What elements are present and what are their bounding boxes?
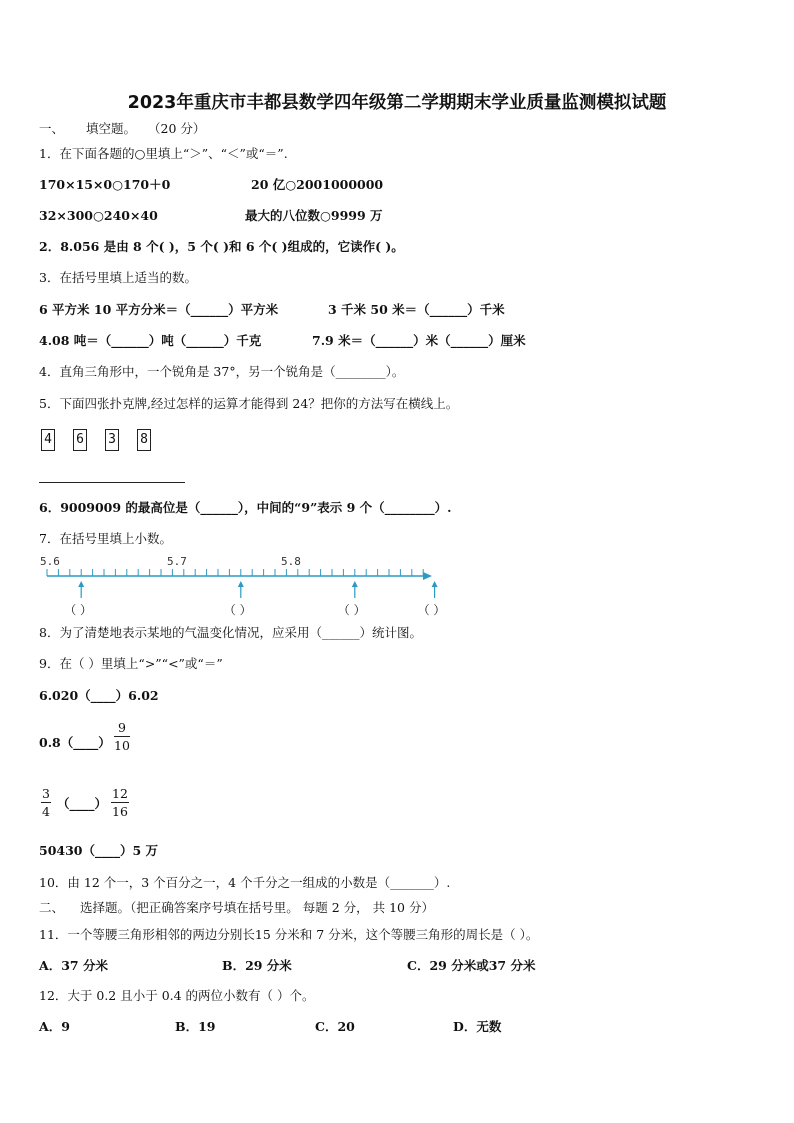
answer-blank: （ ） xyxy=(223,603,252,617)
poker-card: 8 xyxy=(137,429,151,451)
poker-card: 4 xyxy=(41,429,55,451)
fraction xyxy=(41,786,51,819)
section-2-number: 二、 xyxy=(39,900,65,915)
q9-item-c-middle: （____） xyxy=(57,796,108,811)
section-1-number: 一、 xyxy=(39,121,65,136)
up-arrowhead-icon xyxy=(78,581,84,587)
q12-option-b: B．19 xyxy=(175,1019,216,1034)
numerator: 9 xyxy=(118,720,126,735)
number-line-arrowhead xyxy=(423,572,432,580)
q1-item-b: 20 亿○2001000000 xyxy=(251,177,384,192)
section-2-header xyxy=(39,900,434,916)
q1-item-a: 170×15×0○170＋0 xyxy=(39,177,171,192)
q12-option-c: C．20 xyxy=(315,1019,355,1034)
q9-item-a: 6.020（____）6.02 xyxy=(39,688,159,703)
q2-text: 2．8.056 是由 8 个( )，5 个( )和 6 个( )组成的，它读作( )。 xyxy=(39,239,404,254)
q3-item-b: 3 千米 50 米＝（______）千米 xyxy=(328,302,505,317)
q9-item-d: 50430（____）5 万 xyxy=(39,843,159,858)
number-line xyxy=(40,553,446,625)
tick-label: 5.6 xyxy=(40,555,60,568)
answer-blank: （ ） xyxy=(417,603,446,617)
q1-prompt: 1．在下面各题的○里填上“＞”、“＜”或“＝”. xyxy=(39,146,288,161)
answer-blank: （ ） xyxy=(337,603,366,617)
q11-option-b: B．29 分米 xyxy=(222,958,292,973)
section-1-heading: 填空题。 xyxy=(86,121,137,136)
up-arrowhead-icon xyxy=(238,581,244,587)
denominator: 10 xyxy=(114,738,130,753)
q12-option-a: A．9 xyxy=(39,1019,70,1034)
poker-card: 3 xyxy=(105,429,119,451)
q3-prompt: 3．在括号里填上适当的数。 xyxy=(39,270,197,285)
section-2-heading: 选择题。（把正确答案序号填在括号里。 每题 2 分， 共 10 分） xyxy=(80,900,434,915)
q10-text: 10．由 12 个一，3 个百分之一，4 个千分之一组成的小数是（_______）. xyxy=(39,875,451,890)
page-title: 2023年重庆市丰都县数学四年级第二学期期末学业质量监测模拟试题 xyxy=(127,93,667,113)
q11-prompt: 11．一个等腰三角形相邻的两边分别长15 分米和 7 分米，这个等腰三角形的周长是（ ）。 xyxy=(39,927,539,942)
tick-label: 5.7 xyxy=(167,555,187,568)
q1-item-c: 32×300○240×40 xyxy=(39,208,158,223)
up-arrowhead-icon xyxy=(432,581,438,587)
numerator: 12 xyxy=(112,786,128,801)
fraction xyxy=(114,720,130,753)
section-1-header xyxy=(39,121,205,137)
q11-option-a: A．37 分米 xyxy=(39,958,108,973)
answer-line xyxy=(39,482,185,483)
up-arrowhead-icon xyxy=(352,581,358,587)
answer-blank: （ ） xyxy=(64,603,93,617)
q12-prompt: 12．大于 0.2 且小于 0.4 的两位小数有（ ）个。 xyxy=(39,988,315,1003)
q3-item-a: 6 平方米 10 平方分米＝（______）平方米 xyxy=(39,302,279,317)
denominator: 4 xyxy=(42,804,50,819)
q11-option-c: C．29 分米或37 分米 xyxy=(407,958,536,973)
denominator: 16 xyxy=(112,804,128,819)
q9-item-b-left: 0.8（____） xyxy=(39,735,111,750)
q4-text: 4．直角三角形中，一个锐角是 37°，另一个锐角是（________）。 xyxy=(39,364,405,379)
q1-item-d: 最大的八位数○9999 万 xyxy=(245,208,383,223)
numerator: 3 xyxy=(42,786,50,801)
q9-prompt: 9．在（ ）里填上“>”“<”或“＝” xyxy=(39,656,223,671)
tick-label: 5.8 xyxy=(281,555,301,568)
number-line-svg xyxy=(40,553,446,621)
poker-card: 6 xyxy=(73,429,87,451)
section-1-points: （20 分） xyxy=(148,121,206,136)
q3-item-d: 7.9 米＝（______）米（______）厘米 xyxy=(312,333,526,348)
fraction xyxy=(111,786,129,819)
q12-option-d: D．无数 xyxy=(453,1019,502,1034)
q5-prompt: 5．下面四张扑克牌,经过怎样的运算才能得到 24？把你的方法写在横线上。 xyxy=(39,396,459,411)
q3-item-c: 4.08 吨＝（______）吨（______）千克 xyxy=(39,333,262,348)
q8-text: 8．为了清楚地表示某地的气温变化情况，应采用（______）统计图。 xyxy=(39,625,422,640)
q7-prompt: 7．在括号里填上小数。 xyxy=(39,531,172,546)
q6-text: 6．9009009 的最高位是（______），中间的“9”表示 9 个（________）. xyxy=(39,500,452,515)
